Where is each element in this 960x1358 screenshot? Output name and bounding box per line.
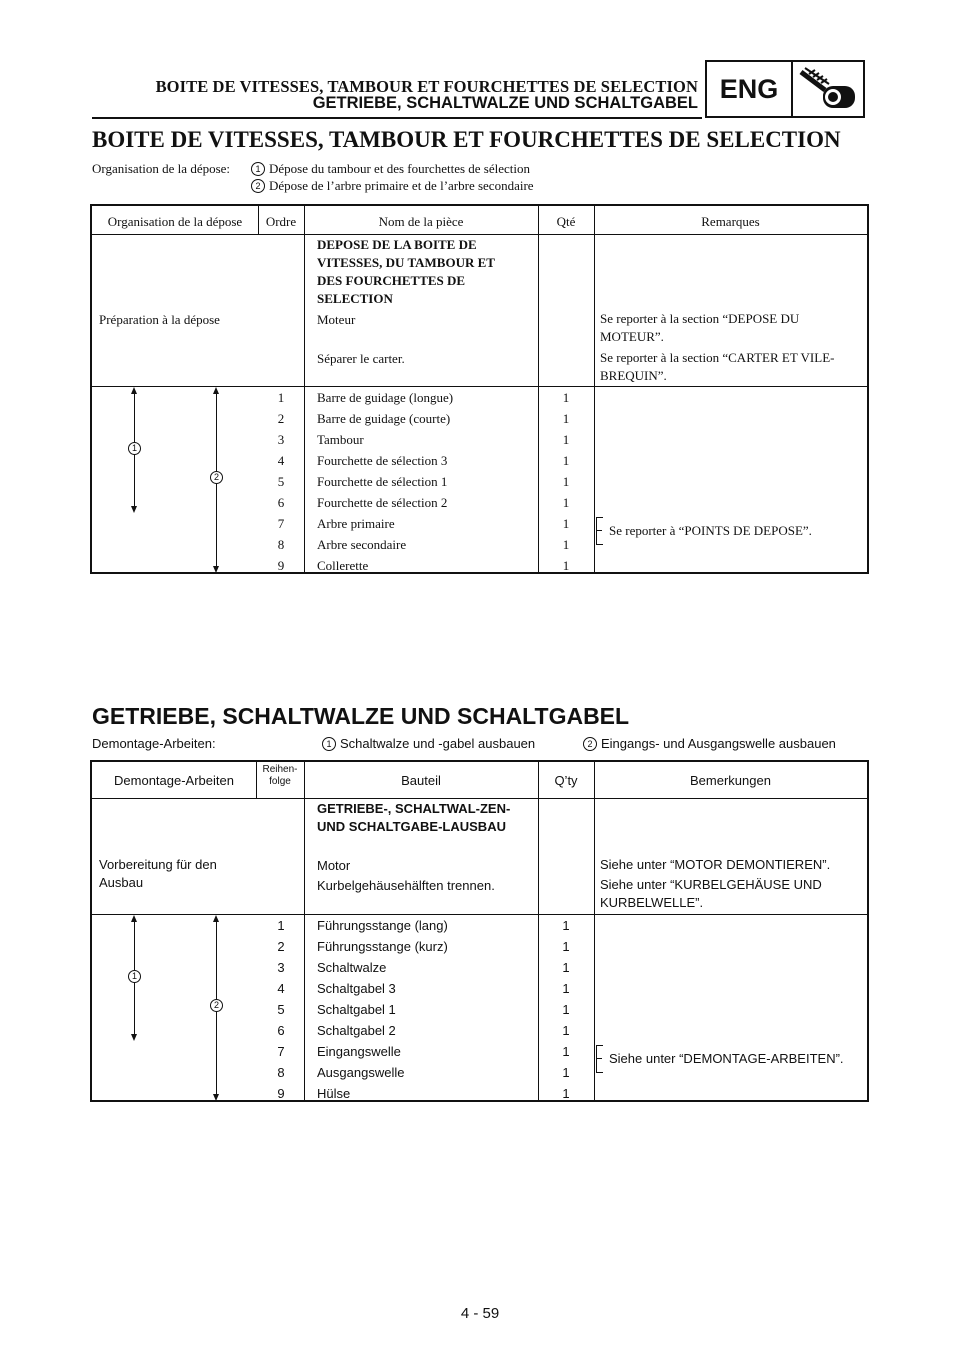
row-part-name: Führungsstange (lang) [317, 918, 448, 933]
row-part-name: Ausgangswelle [317, 1065, 405, 1080]
org-label-de: Demontage-Arbeiten: [92, 736, 216, 751]
range-marker-1: 1 [128, 442, 141, 455]
row-order: 5 [277, 1002, 285, 1017]
row-order: 8 [277, 537, 285, 552]
col-divider [258, 206, 259, 234]
col-header: Reihen-folge [262, 764, 298, 787]
arrow-down-icon [213, 1094, 219, 1101]
row-qty: 1 [562, 918, 570, 933]
row-part-name: Schaltgabel 3 [317, 981, 396, 996]
col-header: Demontage-Arbeiten [114, 773, 234, 788]
row-part-name: Collerette [317, 558, 369, 573]
table-rule [92, 386, 867, 387]
col-header: Qté [556, 214, 576, 229]
org-item-fr-1 [251, 161, 530, 177]
header-title-de: GETRIEBE, SCHALTWALZE UND SCHALTGABEL [312, 94, 698, 112]
row-part-name: Fourchette de sélection 2 [317, 495, 448, 510]
row-order: 3 [277, 432, 285, 447]
org-item-text: Eingangs- und Ausgangswelle ausbauen [601, 736, 836, 751]
step-marker-1: 1 [322, 737, 336, 751]
row-order: 2 [277, 939, 285, 954]
row-part-name: Arbre secondaire [317, 537, 407, 552]
org-item-text: Dépose du tambour et des fourchettes de sélection [269, 161, 530, 176]
range-marker-2: 2 [210, 999, 223, 1012]
table-rule [92, 234, 867, 235]
range-marker-2: 2 [210, 471, 223, 484]
row-part-name: Hülse [317, 1086, 351, 1101]
prep-remark: Se reporter à la section “CARTER ET VILE-BREQUIN”. [600, 350, 835, 383]
row-qty: 1 [562, 981, 570, 996]
arrow-down-icon [213, 566, 219, 573]
page-number: 4 - 59 [460, 1305, 500, 1322]
step-marker-2: 2 [251, 179, 265, 193]
prep-label: Préparation à la dépose [99, 312, 220, 327]
org-label-fr: Organisation de la dépose: [92, 161, 231, 176]
org-item-text: Dépose de l’arbre primaire et de l’arbre secondaire [269, 178, 534, 193]
row-qty: 1 [562, 1044, 570, 1059]
org-item-de-2 [583, 736, 836, 751]
col-divider [594, 762, 595, 1100]
col-divider [304, 206, 305, 572]
org-item-text: Schaltwalze und -gabel ausbauen [340, 736, 536, 751]
row-order: 4 [277, 981, 285, 996]
row-order: 1 [277, 390, 285, 405]
org-item-fr-2 [251, 178, 534, 194]
col-header: Nom de la pièce [378, 214, 464, 229]
row-qty: 1 [562, 474, 570, 489]
col-header: Remarques [701, 214, 760, 229]
row-qty: 1 [562, 1086, 570, 1101]
range-marker-1: 1 [128, 970, 141, 983]
badge-label: ENG [707, 62, 793, 116]
row-order: 6 [277, 495, 285, 510]
arrow-down-icon [131, 1034, 137, 1041]
row-qty: 1 [562, 960, 570, 975]
row-part-name: Schaltgabel 1 [317, 1002, 396, 1017]
row-qty: 1 [562, 537, 570, 552]
row-part-name: Arbre primaire [317, 516, 395, 531]
row-qty: 1 [562, 516, 570, 531]
bracket-remark: Siehe unter “DEMONTAGE-ARBEITEN”. [609, 1051, 844, 1066]
row-order: 6 [277, 1023, 285, 1038]
prep-remark: Se reporter à la section “DEPOSE DU MOTEUR”. [600, 311, 800, 344]
header-title-fr: BOITE DE VITESSES, TAMBOUR ET FOURCHETTES DE SELECTION [155, 77, 698, 96]
row-order: 1 [277, 918, 285, 933]
step-marker-2: 2 [583, 737, 597, 751]
col-header: Bauteil [401, 773, 441, 788]
row-order: 9 [277, 558, 285, 573]
row-order: 7 [277, 516, 285, 531]
row-order: 7 [277, 1044, 285, 1059]
row-order: 9 [277, 1086, 285, 1101]
row-qty: 1 [562, 939, 570, 954]
col-header: Bemerkungen [690, 773, 771, 788]
row-part-name: Barre de guidage (longue) [317, 390, 454, 405]
col-header: Organisation de la dépose [107, 214, 243, 229]
row-order: 4 [277, 453, 285, 468]
col-divider [256, 762, 257, 798]
row-part-name: Schaltwalze [317, 960, 387, 975]
removal-table-fr [90, 204, 869, 574]
header-rule [92, 117, 702, 119]
row-part-name: Führungsstange (kurz) [317, 939, 448, 954]
col-header: Q’ty [554, 773, 578, 788]
section-title-fr: BOITE DE VITESSES, TAMBOUR ET FOURCHETTES DE SELECTION [92, 127, 841, 152]
col-header: Ordre [265, 214, 297, 229]
row-qty: 1 [562, 1065, 570, 1080]
row-order: 3 [277, 960, 285, 975]
row-order: 8 [277, 1065, 285, 1080]
row-qty: 1 [562, 558, 570, 573]
row-qty: 1 [562, 411, 570, 426]
section-title-de: GETRIEBE, SCHALTWALZE UND SCHALTGABEL [92, 703, 630, 729]
row-qty: 1 [562, 1023, 570, 1038]
bracket-tick [597, 530, 602, 531]
bracket [596, 1045, 603, 1073]
row-qty: 1 [562, 495, 570, 510]
removal-table-de [90, 760, 869, 1102]
table-rule [92, 914, 867, 915]
row-qty: 1 [562, 432, 570, 447]
prep-remark: Siehe unter “KURBELGEHÄUSE UND KURBELWELLE”. [600, 877, 822, 910]
row-part-name: Schaltgabel 2 [317, 1023, 396, 1038]
prep-title: DEPOSE DE LA BOITE DE VITESSES, DU TAMBOUR ET DES FOURCHETTES DE SELECTION [317, 237, 495, 306]
row-qty: 1 [562, 1002, 570, 1017]
prep-part: Séparer le carter. [317, 351, 405, 366]
col-divider [304, 762, 305, 1100]
bracket [596, 517, 603, 545]
row-order: 2 [277, 411, 285, 426]
engine-icon [795, 64, 861, 114]
org-item-de-1 [322, 736, 535, 751]
prep-title: GETRIEBE-, SCHALTWAL-ZEN- UND SCHALTGABE-LAUSBAU [317, 801, 511, 834]
arrow-up-icon [213, 915, 219, 922]
bracket-remark: Se reporter à “POINTS DE DEPOSE”. [609, 523, 812, 538]
table-rule [92, 798, 867, 799]
arrow-down-icon [131, 506, 137, 513]
prep-part: Motor [317, 858, 351, 873]
prep-part: Kurbelgehäusehälften trennen. [317, 878, 495, 893]
row-order: 5 [277, 474, 285, 489]
row-part-name: Fourchette de sélection 1 [317, 474, 448, 489]
arrow-up-icon [131, 387, 137, 394]
row-qty: 1 [562, 390, 570, 405]
row-part-name: Eingangswelle [317, 1044, 401, 1059]
prep-remark: Siehe unter “MOTOR DEMONTIEREN”. [600, 857, 831, 872]
arrow-up-icon [131, 915, 137, 922]
row-qty: 1 [562, 453, 570, 468]
col-divider [594, 206, 595, 572]
step-marker-1: 1 [251, 162, 265, 176]
row-part-name: Fourchette de sélection 3 [317, 453, 448, 468]
row-part-name: Tambour [317, 432, 364, 447]
section-badge [705, 60, 865, 118]
prep-part: Moteur [317, 312, 356, 327]
bracket-tick [597, 1058, 602, 1059]
prep-label: Vorbereitung für den Ausbau [99, 857, 217, 890]
arrow-up-icon [213, 387, 219, 394]
row-part-name: Barre de guidage (courte) [317, 411, 451, 426]
